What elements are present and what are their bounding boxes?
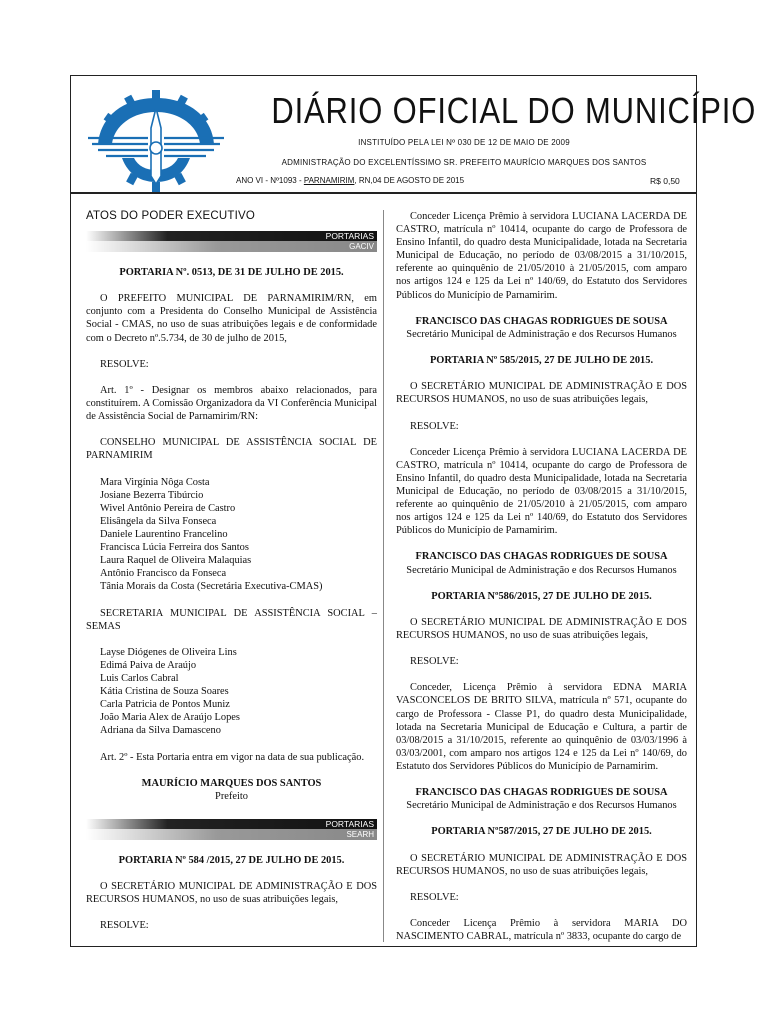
signer-role: Prefeito [215,790,248,802]
portaria-586-resolve: RESOLVE: [410,656,459,668]
list-item: Carla Patricia de Pontos Muniz [100,699,230,711]
municipal-emblem-icon [82,88,230,196]
list-item: Tânia Morais da Costa (Secretária Executiva-CMAS) [100,581,323,593]
section-band-searh [86,819,377,840]
portaria-587-resolve: RESOLVE: [410,891,459,903]
masthead-rule [70,192,697,194]
portaria-585-resolve: RESOLVE: [410,420,459,432]
portaria-585-intro: O SECRETÁRIO MUNICIPAL DE ADMINISTRAÇÃO E DOS RECURSOS HUMANOS, no uso de suas atribuições legais, [396,381,687,406]
portaria-587-intro: O SECRETÁRIO MUNICIPAL DE ADMINISTRAÇÃO E DOS RECURSOS HUMANOS, no uso de suas atribuições legais, [396,852,687,877]
portaria-0513-art2: Art. 2º - Esta Portaria entra em vigor na data de sua publicação. [100,751,365,763]
masthead-title: DIÁRIO OFICIAL DO MUNICÍPIO [271,90,757,131]
list-item: Francisca Lúcia Ferreira dos Santos [100,542,249,554]
list-item: Elisângela da Silva Fonseca [100,515,217,527]
signer-role: Secretário Municipal de Administração e dos Recursos Humanos [406,328,677,340]
edition-price: R$ 0,50 [650,176,680,186]
portaria-584-title: PORTARIA Nº 584 /2015, 27 DE JULHO DE 2015. [118,854,345,866]
portaria-0513-signature [86,777,377,803]
signer-name: FRANCISCO DAS CHAGAS RODRIGUES DE SOUSA [415,551,668,563]
portaria-0513-title: PORTARIA Nº. 0513, DE 31 DE JULHO DE 2015. [119,267,344,279]
list-item: Josiane Bezerra Tibúrcio [100,489,204,501]
edition-suffix: , RN,04 DE AGOSTO DE 2015 [354,176,465,185]
list-item: Layse Diógenes de Oliveira Lins [100,646,237,658]
edition-prefix: ANO VI - Nº1093 - [236,176,304,185]
portaria-0513-art1: Art. 1º - Designar os membros abaixo relacionados, para constituírem. A Comissão Organizadora da VI Conferência Municipal de Assistência Social de Parnamirim/RN: [86,384,377,423]
edition-city: PARNAMIRIM [303,176,355,185]
portaria-587-title: PORTARIA Nº587/2015, 27 DE JULHO DE 2015. [431,826,652,838]
band-label-searh: SEARH [346,829,374,839]
portaria-0513-group-cmas: CONSELHO MUNICIPAL DE ASSISTÊNCIA SOCIAL DE PARNAMIRIM [86,437,377,462]
portaria-584-signature [396,315,687,341]
portaria-0513-intro: O PREFEITO MUNICIPAL DE PARNAMIRIM/RN, em conjunto com a Presidenta do Conselho Municipal de Assistência Social - CMAS, no uso de suas atribuições legais e de conformidade com o Decreto nº.5.734, de 30 de julho de 2015, [86,293,377,344]
portaria-584-resolve: RESOLVE: [100,920,149,932]
list-item: Wivel Antônio Pereira de Castro [100,502,236,514]
list-item: João Maria Alex de Araújo Lopes [100,712,240,724]
signer-name: FRANCISCO DAS CHAGAS RODRIGUES DE SOUSA [415,787,668,799]
list-item: Laura Raquel de Oliveira Malaquias [100,555,252,567]
list-item: Mara Virgínia Nôga Costa [100,476,210,488]
portaria-585-signature [396,550,687,576]
column-divider [383,210,384,942]
semas-member-list [100,646,377,738]
cmas-member-list [100,476,377,594]
band-label-gaciv: GACIV [349,242,374,252]
edition-info [236,176,464,185]
portaria-0513-group-semas: SECRETARIA MUNICIPAL DE ASSISTÊNCIA SOCIAL – SEMAS [86,607,377,632]
list-item: Kátia Cristina de Souza Soares [100,686,229,698]
signer-role: Secretário Municipal de Administração e dos Recursos Humanos [406,800,677,812]
left-column [86,210,377,946]
portaria-586-text: Conceder, Licença Prêmio à servidora EDNA MARIA VASCONCELOS DE BRITO SILVA, matrícula nº 571, ocupante do cargo de Professora - Classe P1, do quadro desta Municipalidade, lotada na Secretaria Municipal de Educação e Cultura, a partir de 03/08/2015 a 31/10/2015, referente ao quinquênio de 03/03/1996 à 03/03/2001, com amparo nos artigos 124 e 125 da Lei nº 140/69, do Estatuto dos Servidores Públicos do Município de Parnamirim. [396,682,687,772]
portaria-585-title: PORTARIA Nº 585/2015, 27 DE JULHO DE 2015. [429,355,654,367]
portaria-586-signature [396,786,687,812]
portaria-586-title: PORTARIA Nº586/2015, 27 DE JULHO DE 2015. [431,590,652,602]
list-item: Antônio Francisco da Fonseca [100,568,227,580]
portaria-587-text: Conceder Licença Prêmio à servidora MARIA DO NASCIMENTO CABRAL, matrícula nº 3833, ocupante do cargo de [396,918,687,943]
signer-role: Secretário Municipal de Administração e dos Recursos Humanos [406,564,677,576]
portaria-0513-resolve: RESOLVE: [100,358,149,370]
masthead-law: INSTITUÍDO PELA LEI Nº 030 DE 12 DE MAIO DE 2009 [358,138,570,147]
portaria-584-intro: O SECRETÁRIO MUNICIPAL DE ADMINISTRAÇÃO E DOS RECURSOS HUMANOS, no uso de suas atribuições legais, [86,881,377,906]
section-title: ATOS DO PODER EXECUTIVO [86,210,256,222]
list-item: Edimá Paiva de Araújo [100,659,197,671]
section-band-gaciv [86,231,377,252]
right-column [396,210,687,956]
signer-name: FRANCISCO DAS CHAGAS RODRIGUES DE SOUSA [415,315,668,327]
masthead-administration: ADMINISTRAÇÃO DO EXCELENTÍSSIMO SR. PREFEITO MAURÍCIO MARQUES DOS SANTOS [281,158,647,167]
portaria-584-text: Conceder Licença Prêmio à servidora LUCIANA LACERDA DE CASTRO, matrícula nº 10414, ocupante do cargo de Professora de Ensino Infantil, do quadro desta Municipalidade, lotada na Secretaria Municipal de Educação, no período de 03/08/2015 a 31/10/2015, referente ao quinquênio de 21/05/2010 à 21/05/2015, com amparo nos artigos 124 e 125 da Lei nº 140/69, do Estatuto dos Servidores Públicos do Município de Parnamirim. [396,211,687,301]
band-label-portarias: PORTARIAS [325,231,374,242]
list-item: Luis Carlos Cabral [100,673,179,684]
portaria-586-intro: O SECRETÁRIO MUNICIPAL DE ADMINISTRAÇÃO E DOS RECURSOS HUMANOS, no uso de suas atribuições legais, [396,616,687,641]
list-item: Adriana da Silva Damasceno [100,725,221,737]
list-item: Daniele Laurentino Francelino [100,528,228,540]
portaria-585-text: Conceder Licença Prêmio à servidora LUCIANA LACERDA DE CASTRO, matrícula nº 10414, ocupante do cargo de Professora de Ensino Infantil, do quadro desta Municipalidade, lotada na Secretaria Municipal de Educação, no período de 03/08/2015 a 31/10/2015, referente ao quinquênio de 21/05/2010 à 21/05/2015, com amparo nos artigos 124 e 125 da Lei nº 140/69, do Estatuto dos Servidores Públicos do Município de Parnamirim. [396,446,687,537]
band-label-portarias: PORTARIAS [325,818,374,829]
signer-name: MAURÍCIO MARQUES DOS SANTOS [141,777,322,789]
